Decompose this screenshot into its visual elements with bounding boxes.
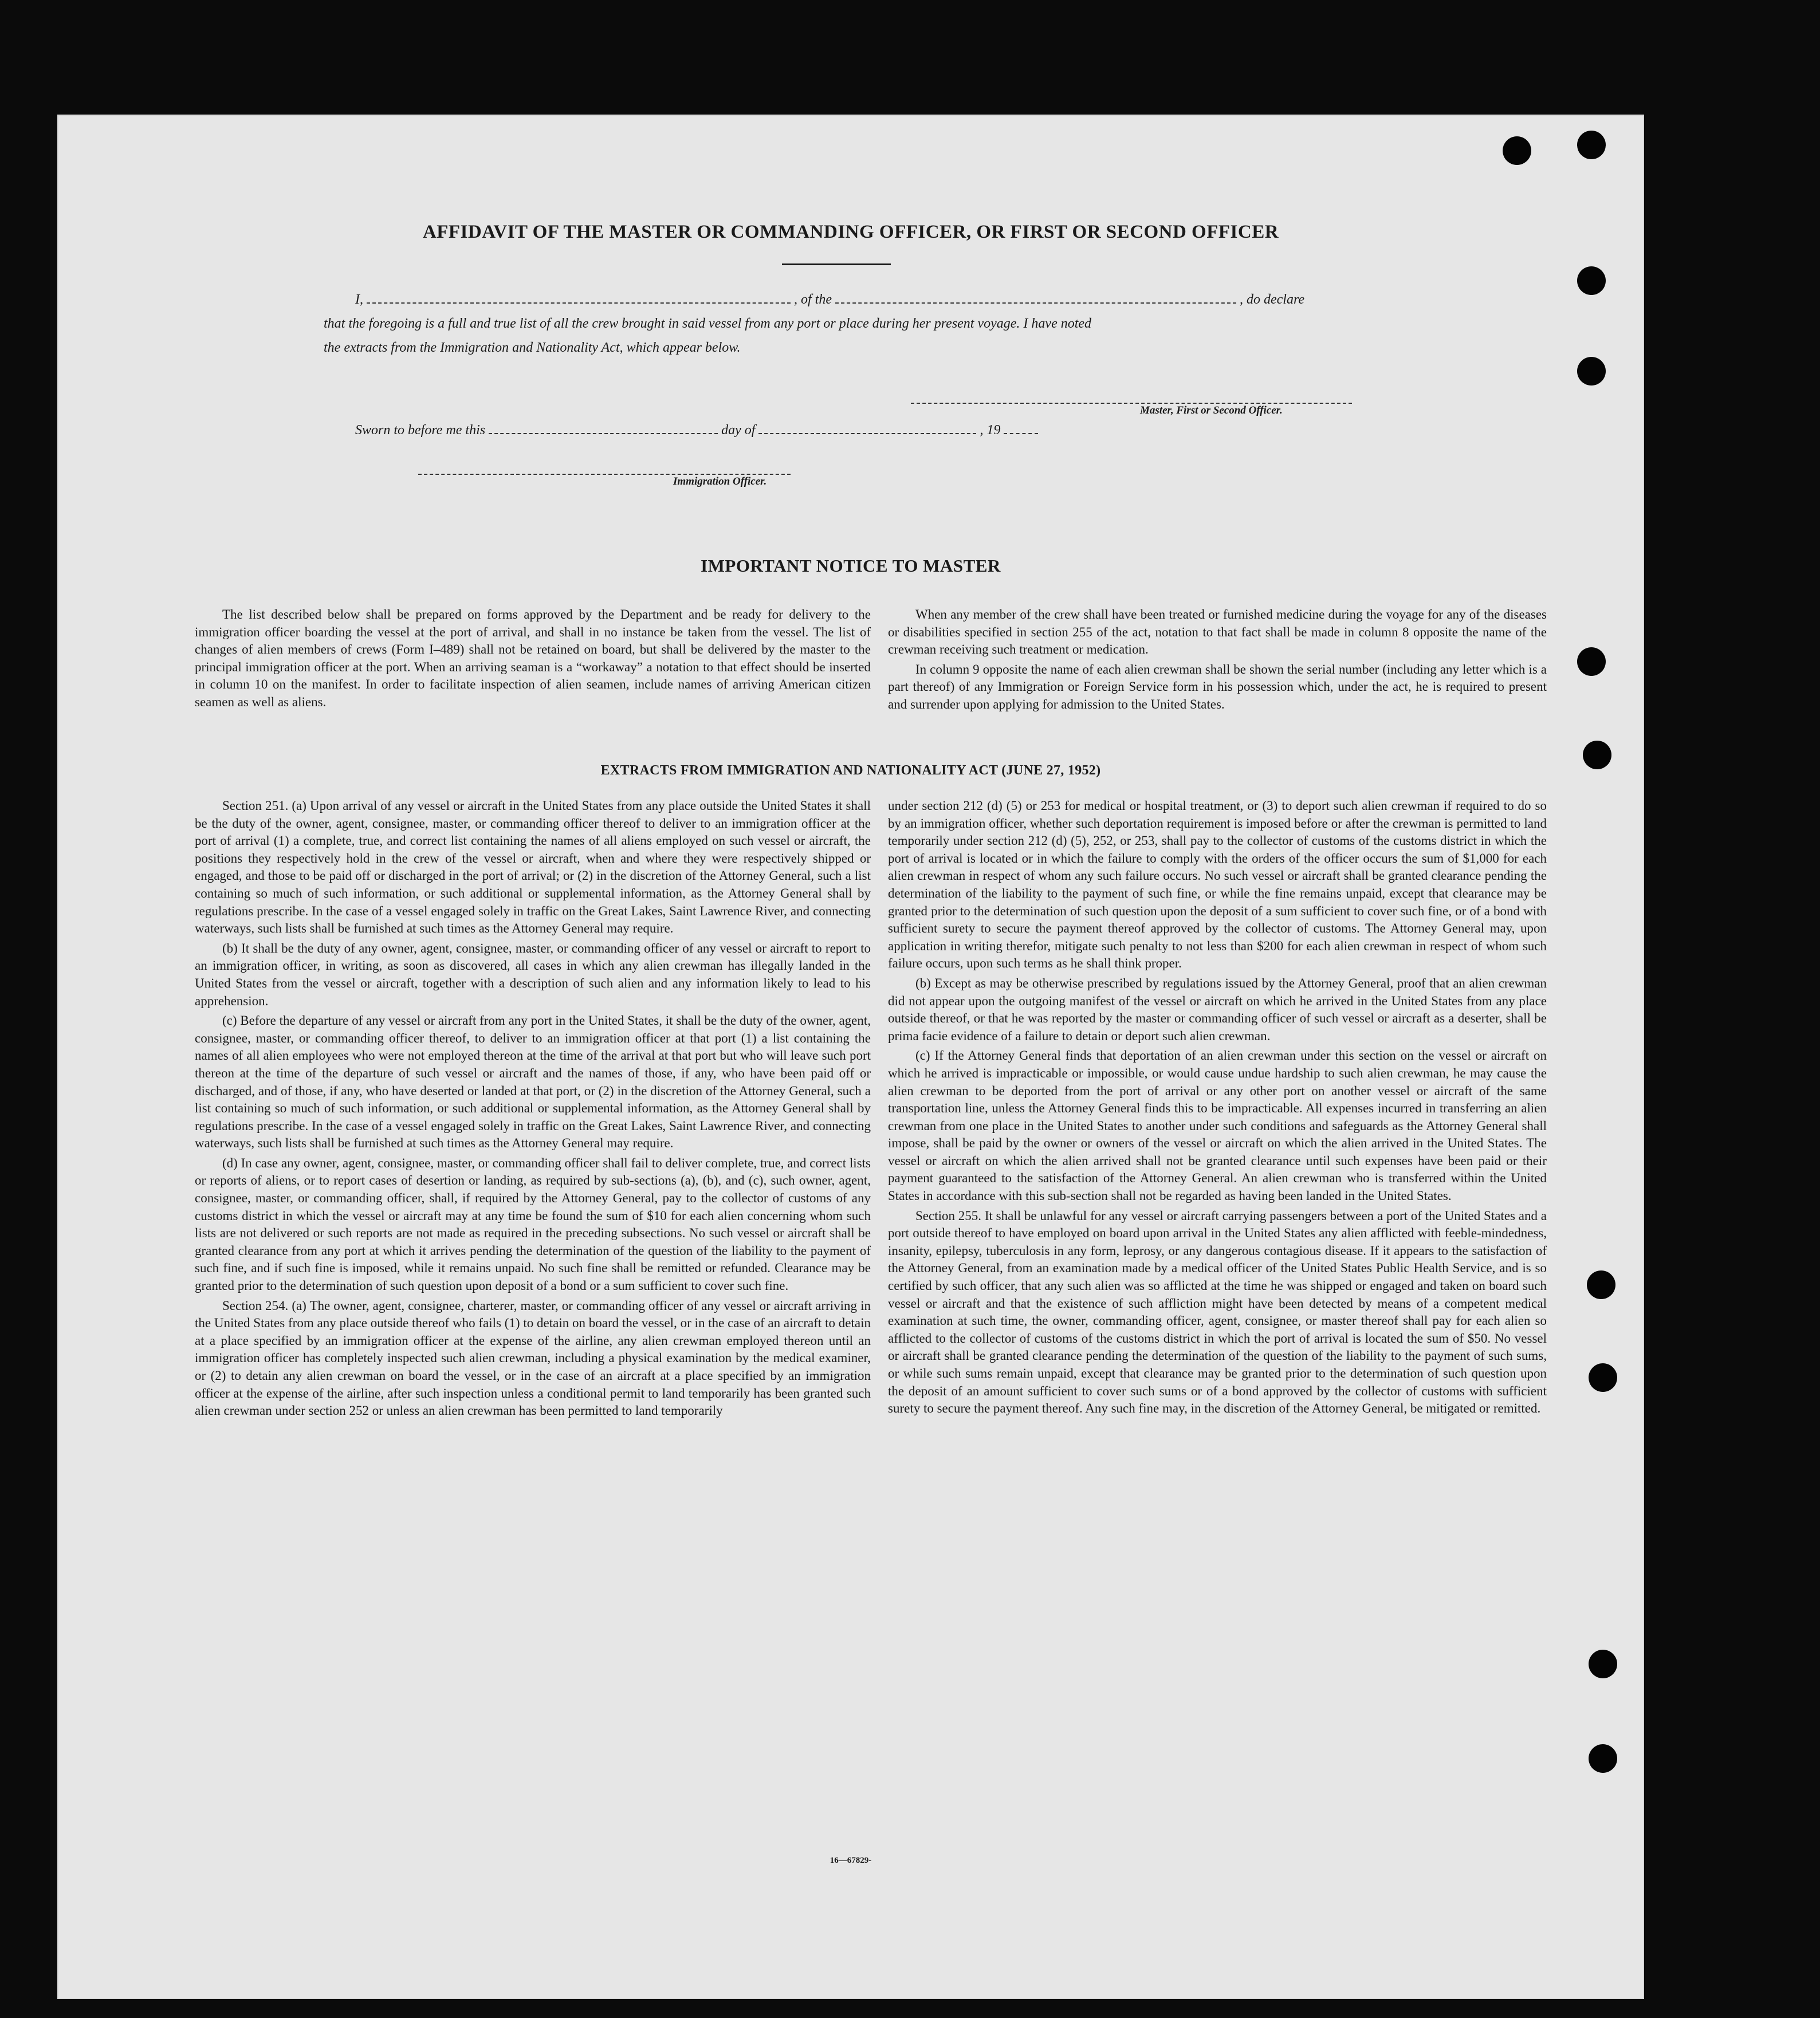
officer-signature-line[interactable] [418, 474, 791, 475]
punch-hole [1503, 136, 1531, 165]
sworn-line [355, 423, 1041, 438]
title-underline [782, 263, 891, 265]
sworn-label: Sworn to before me this [355, 423, 486, 438]
punch-hole [1583, 741, 1611, 769]
notice-left-paragraph: The list described below shall be prepared on forms approved by the Department and be ready for delivery to the immigration officer boarding the vessel at the port of arrival, and shall in no instance be taken from the vessel. The list of changes of alien members of crews (Form I–489) shall not be retained on board, but shall be delivered by the master to the principal immigration officer at the port. When an arriving seaman is a “workaway” a notation to that effect should be inserted in column 10 on the manifest. In order to facilitate inspection of alien seamen, include names of arriving American citizen seamen as well as aliens. [195, 607, 871, 709]
sworn-month-field[interactable] [758, 423, 976, 434]
section-254-c: (c) If the Attorney General finds that deportation of an alien crewman under this section on the vessel or aircraft on which he arrived is impracticable or impossible, or would cause undue hardship to such alien crewman, he may cause the alien crewman to be deported from the port of arrival or any other port on another vessel or aircraft of the same transportation line, unless the Attorney General finds this to be impracticable. All expenses incurred in transferring an alien crewman from one place in the United States to another under such conditions and safeguards as the Attorney General shall impose, shall be paid by the owner or owners of the vessel or aircraft on which the alien arrived in the United States. The vessel or aircraft on which the alien arrived shall not be granted clearance until such expenses have been paid or their payment guaranteed to the satisfaction of the Attorney General. An alien crewman who is transferred within the United States in accordance with this sub-section shall not be regarded as having been landed in the United States. [888, 1048, 1547, 1203]
declarant-prefix: I, [355, 292, 363, 307]
notice-right-paragraph-2: In column 9 opposite the name of each alien crewman shall be shown the serial number (including any letter which is a part thereof) of any Immigration or Foreign Service form in his possession which, under the act, he is required to present and surrender upon applying for admission to the United States. [888, 662, 1547, 711]
declaration-line-3: the extracts from the Immigration and Nationality Act, which appear below. [324, 340, 741, 355]
affidavit-title: AFFIDAVIT OF THE MASTER OR COMMANDING OFFICER, OR FIRST OR SECOND OFFICER [422, 222, 1279, 242]
sworn-year-field[interactable] [1004, 423, 1038, 434]
section-255: Section 255. It shall be unlawful for any vessel or aircraft carrying passengers between a port of the United States and a port outside thereof to have employed on board upon arrival in the United States any alien afflicted with feeble-mindedness, insanity, epilepsy, tuberculosis in any form, leprosy, or any dangerous contagious disease. If it appears to the satisfaction of the Attorney General, from an examination made by a medical officer of the United States Public Health Service, and is so certified by such officer, that any such alien was so afflicted at the time he was shipped or engaged and taken on board such vessel or aircraft and that the existence of such affliction might have been detected by means of a competent medical examination at such time, the owner, commanding officer, agent, consignee, or master thereof shall pay for each alien so afflicted to the collector of customs of the customs district in which the port of arrival is located the sum of $50. No vessel or aircraft shall be granted clearance pending the determination of the question of the liability to the payment of such sums, or while such sums remain unpaid, except that clearance may be granted prior to the determination of such question upon the deposit of an amount sufficient to cover such sums or of a bond approved by the collector of customs with sufficient surety to secure the payment thereof. Any such fine may, in the discretion of the Attorney General, be mitigated or remitted. [888, 1208, 1547, 1416]
document-page [57, 115, 1644, 1999]
vessel-name-field[interactable] [835, 292, 1236, 304]
declaration-line-1 [355, 292, 1304, 308]
notice-right-column [865, 606, 1547, 716]
vessel-prefix: , of the [794, 292, 832, 307]
punch-hole [1589, 1363, 1617, 1392]
section-251-c: (c) Before the departure of any vessel or aircraft from any port in the United States, it shall be the duty of the owner, agent, consignee, master, or commanding officer thereof, to deliver to an immigration officer at that port (1) a list containing the names of all alien employees who were not employed thereon at the time of the arrival at that port but who will leave such port thereon at the time of the departure of such vessel or aircraft and the names of those, if any, who have been paid off or discharged, and of those, if any, who have deserted or landed at that port, or (2) in the discretion of the Attorney General, such a list containing so much of such information, or such additional or supplemental information, as the Attorney General shall by regulations prescribe. In the case of a vessel engaged solely in traffic on the Great Lakes, Saint Lawrence River, and connecting waterways, such lists shall be furnished at such times as the Attorney General may require. [195, 1013, 871, 1151]
section-254-a-continued: under section 212 (d) (5) or 253 for medical or hospital treatment, or (3) to deport such alien crewman if required to do so by an immigration officer, whether such deportation requirement is imposed before or after the crewman is permitted to land temporarily under section 212 (d) (5), 252, or 253, shall pay to the collector of customs of the customs district in which the port of arrival is located or in which the failure to comply with the orders of the officer occurs the sum of $1,000 for each alien crewman in respect of whom any such failure occurs. No such vessel or aircraft shall be granted clearance pending the determination of the liability to the payment of such fine, or while the fine remains unpaid, except that clearance may be granted prior to the determination of such question upon the deposit of a sum sufficient to cover such fine, or of a bond with sufficient surety to secure the payment thereof approved by the collector of customs. The Attorney General may, upon application in writing therefor, mitigate such penalty to not less than $200 for each alien crewman in respect of whom such failure occurs, upon such terms as he shall think proper. [888, 798, 1547, 971]
punch-hole [1577, 266, 1606, 295]
section-251-d: (d) In case any owner, agent, consignee, master, or commanding officer shall fail to deliver complete, true, and correct lists or reports of aliens, or to report cases of desertion or landing, as required by sub-sections (a), (b), and (c), such owner, agent, consignee, master, or commanding officer, shall, if required by the Attorney General, pay to the collector of customs of any customs district in which the vessel or aircraft may at any time be found the sum of $10 for each alien concerning whom such lists are not delivered or such reports are not made as required in the preceding subsections. No such vessel or aircraft shall be granted clearance from any port at which it arrives pending the determination of the question of the liability to the payment of such fine, and if such fine is imposed, while it remains unpaid. No such fine shall be remitted or refunded. Clearance may be granted prior to the determination of such question upon deposit of a bond or a sum sufficient to cover such fine. [195, 1155, 871, 1293]
declarant-name-field[interactable] [367, 292, 791, 304]
notice-right-paragraph-1: When any member of the crew shall have been treated or furnished medicine during the voyage for any of the diseases or disabilities specified in section 255 of the act, notation to that fact shall be made in column 8 opposite the name of the crewman receiving such treatment or medication. [888, 607, 1547, 657]
punch-hole [1589, 1744, 1617, 1773]
extracts-title: EXTRACTS FROM IMMIGRATION AND NATIONALITY ACT (JUNE 27, 1952) [600, 763, 1101, 778]
master-signature-line[interactable] [911, 403, 1352, 404]
section-251-b: (b) It shall be the duty of any owner, agent, consignee, master, or commanding officer of any vessel or aircraft to report to an immigration officer, in writing, as soon as discovered, all cases in which any alien crewman has illegally landed in the United States from the vessel or aircraft, together with a description of such alien and any information likely to lead to his apprehension. [195, 941, 871, 1008]
form-number: 16—67829- [830, 1856, 872, 1865]
section-251-a: Section 251. (a) Upon arrival of any vessel or aircraft in the United States from any place outside the United States it shall be the duty of the owner, agent, consignee, master, or commanding officer thereof to deliver to an immigration officer at the port of arrival (1) a complete, true, and correct list containing the names of all aliens employed on such vessel or aircraft, the positions they respectively hold in the crew of the vessel or aircraft, when and where they were respectively shipped or engaged, and those to be paid off or discharged in the port of arrival; or (2) in the discretion of the Attorney General, such a list containing so much of such information, or such additional or supplemental information, as the Attorney General shall by regulations prescribe. In the case of a vessel engaged solely in traffic on the Great Lakes, Saint Lawrence River, and connecting waterways, such lists shall be furnished at such times as the Attorney General may require. [195, 798, 871, 936]
punch-hole [1577, 647, 1606, 676]
year-label: , 19 [980, 423, 1001, 438]
declare-suffix: , do declare [1240, 292, 1305, 307]
master-caption: Master, First or Second Officer. [1140, 404, 1283, 416]
extracts-left-column [195, 797, 871, 1422]
notice-title: IMPORTANT NOTICE TO MASTER [701, 556, 1001, 576]
declaration-line-2: that the foregoing is a full and true list of all the crew brought in said vessel from any port or place during her present voyage. I have noted [324, 316, 1092, 331]
punch-hole [1577, 131, 1606, 159]
punch-hole [1587, 1270, 1615, 1299]
section-254-a: Section 254. (a) The owner, agent, consignee, charterer, master, or commanding officer of any vessel or aircraft arriving in the United States from any place outside thereof who fails (1) to detain on board the vessel, or in the case of an aircraft to detain at a place specified by an immigration officer at the expense of the airline, any alien crewman employed thereon until an immigration officer has completely inspected such alien crewman, including a physical examination by the medical examiner, or (2) to detain any alien crewman on board the vessel, or in the case of an aircraft at a place specified by an immigration officer at the expense of the airline, after such inspection unless a conditional permit to land temporarily has been granted such alien crewman under section 252 or unless an alien crewman has been permitted to land temporarily [195, 1298, 871, 1418]
section-254-b: (b) Except as may be otherwise prescribed by regulations issued by the Attorney General, proof that an alien crewman did not appear upon the outgoing manifest of the vessel or aircraft on which he arrived in the United States from any place outside thereof, or that he was reported by the master or commanding officer of such vessel or aircraft as a deserter, shall be prima facie evidence of a failure to detain or deport such alien crewman. [888, 975, 1547, 1043]
notice-left-column [195, 606, 871, 714]
extracts-right-column [865, 797, 1547, 1420]
sworn-day-field[interactable] [489, 423, 718, 434]
punch-hole [1577, 357, 1606, 385]
officer-caption: Immigration Officer. [673, 475, 767, 487]
day-of-label: day of [721, 423, 756, 438]
punch-hole [1589, 1650, 1617, 1678]
